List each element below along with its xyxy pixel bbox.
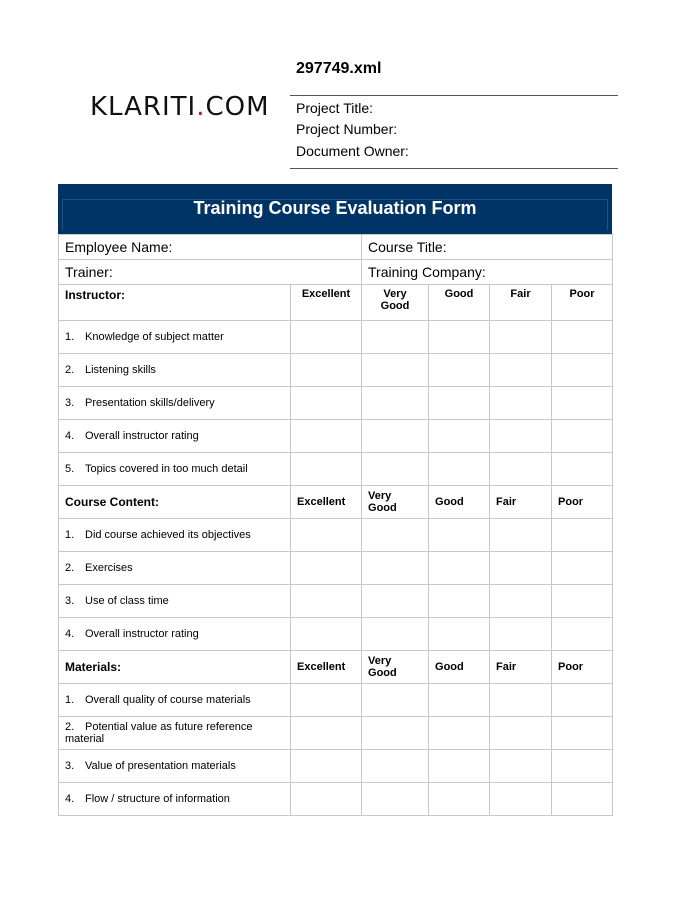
question-row xyxy=(59,750,613,783)
rating-cell[interactable] xyxy=(291,321,362,354)
rating-column-header: Good xyxy=(429,285,490,321)
rating-cell[interactable] xyxy=(490,387,552,420)
question-text: Knowledge of subject matter xyxy=(85,331,224,343)
rating-cell[interactable] xyxy=(552,585,613,618)
rating-column-header: Good xyxy=(429,486,490,519)
question-text: Did course achieved its objectives xyxy=(85,529,251,541)
rating-cell[interactable] xyxy=(552,717,613,750)
question-number: 3. xyxy=(65,397,75,409)
question-cell xyxy=(59,750,291,783)
rating-column-header: Good xyxy=(429,651,490,684)
rating-cell[interactable] xyxy=(429,552,490,585)
question-row xyxy=(59,519,613,552)
rating-cell[interactable] xyxy=(362,321,429,354)
rating-column-header: Excellent xyxy=(291,651,362,684)
question-row xyxy=(59,387,613,420)
course-title-field[interactable]: Course Title: xyxy=(362,235,613,260)
trainer-field[interactable]: Trainer: xyxy=(59,260,362,285)
rating-cell[interactable] xyxy=(362,750,429,783)
rating-cell[interactable] xyxy=(291,420,362,453)
question-number: 5. xyxy=(65,463,75,475)
rating-cell[interactable] xyxy=(429,321,490,354)
question-row xyxy=(59,354,613,387)
question-cell xyxy=(59,519,291,552)
question-cell xyxy=(59,420,291,453)
question-number: 1. xyxy=(65,331,75,343)
rating-column-header: Very Good xyxy=(362,651,429,684)
rating-cell[interactable] xyxy=(291,585,362,618)
question-text: Presentation skills/delivery xyxy=(85,397,215,409)
document-owner-label: Document Owner: xyxy=(296,143,409,159)
question-number: 4. xyxy=(65,628,75,640)
question-cell xyxy=(59,354,291,387)
question-row xyxy=(59,684,613,717)
rating-cell[interactable] xyxy=(291,519,362,552)
rating-cell[interactable] xyxy=(490,354,552,387)
question-row xyxy=(59,783,613,816)
question-number: 2. xyxy=(65,562,75,574)
rating-column-header: Fair xyxy=(490,486,552,519)
evaluation-form xyxy=(58,184,612,816)
question-row xyxy=(59,585,613,618)
rating-cell[interactable] xyxy=(362,420,429,453)
question-cell xyxy=(59,684,291,717)
rating-column-header: Very Good xyxy=(362,486,429,519)
rating-column-header: Fair xyxy=(490,285,552,321)
rating-cell[interactable] xyxy=(291,783,362,816)
question-number: 2. xyxy=(65,721,75,733)
rating-cell[interactable] xyxy=(429,354,490,387)
training-company-field[interactable]: Training Company: xyxy=(362,260,613,285)
rating-cell[interactable] xyxy=(291,453,362,486)
logo-dot: . xyxy=(196,92,206,122)
rating-cell[interactable] xyxy=(362,783,429,816)
section-title: Instructor: xyxy=(59,285,291,321)
rating-cell[interactable] xyxy=(552,783,613,816)
rating-cell[interactable] xyxy=(362,618,429,651)
rating-cell[interactable] xyxy=(429,585,490,618)
question-number: 1. xyxy=(65,529,75,541)
section-header-row xyxy=(59,651,613,684)
rating-cell[interactable] xyxy=(490,453,552,486)
logo-suffix: COM xyxy=(205,92,270,122)
header-rule-top xyxy=(290,95,618,96)
rating-cell[interactable] xyxy=(362,552,429,585)
question-text: Flow / structure of information xyxy=(85,793,230,805)
rating-cell[interactable] xyxy=(552,552,613,585)
project-number-label: Project Number: xyxy=(296,121,398,137)
document-filename: 297749.xml xyxy=(296,60,382,77)
rating-cell[interactable] xyxy=(291,684,362,717)
rating-cell[interactable] xyxy=(429,519,490,552)
rating-cell[interactable] xyxy=(490,783,552,816)
question-cell xyxy=(59,717,291,750)
rating-cell[interactable] xyxy=(490,420,552,453)
evaluation-table xyxy=(58,234,613,816)
rating-cell[interactable] xyxy=(490,519,552,552)
rating-cell[interactable] xyxy=(291,387,362,420)
rating-cell[interactable] xyxy=(552,387,613,420)
question-text: Topics covered in too much detail xyxy=(85,463,248,475)
project-title-label: Project Title: xyxy=(296,100,374,116)
question-text: Overall instructor rating xyxy=(85,628,199,640)
question-text: Listening skills xyxy=(85,364,156,376)
question-number: 2. xyxy=(65,364,75,376)
rating-cell[interactable] xyxy=(429,618,490,651)
question-cell xyxy=(59,387,291,420)
question-cell xyxy=(59,585,291,618)
rating-cell[interactable] xyxy=(291,618,362,651)
question-text: Potential value as future reference material xyxy=(65,721,253,745)
rating-column-header: Excellent xyxy=(291,285,362,321)
section-title: Course Content: xyxy=(59,486,291,519)
rating-cell[interactable] xyxy=(291,354,362,387)
rating-cell[interactable] xyxy=(552,618,613,651)
question-cell xyxy=(59,321,291,354)
rating-cell[interactable] xyxy=(362,453,429,486)
question-number: 3. xyxy=(65,595,75,607)
rating-cell[interactable] xyxy=(429,717,490,750)
rating-cell[interactable] xyxy=(490,585,552,618)
rating-column-header: Excellent xyxy=(291,486,362,519)
rating-cell[interactable] xyxy=(552,750,613,783)
rating-column-header: Fair xyxy=(490,651,552,684)
question-cell xyxy=(59,552,291,585)
rating-cell[interactable] xyxy=(429,783,490,816)
question-text: Overall instructor rating xyxy=(85,430,199,442)
rating-cell[interactable] xyxy=(291,552,362,585)
question-row xyxy=(59,717,613,750)
rating-cell[interactable] xyxy=(490,717,552,750)
rating-cell[interactable] xyxy=(552,519,613,552)
question-text: Overall quality of course materials xyxy=(85,694,251,706)
question-row xyxy=(59,420,613,453)
rating-cell[interactable] xyxy=(362,585,429,618)
rating-cell[interactable] xyxy=(490,684,552,717)
rating-cell[interactable] xyxy=(552,354,613,387)
rating-cell[interactable] xyxy=(429,387,490,420)
rating-cell[interactable] xyxy=(362,354,429,387)
rating-cell[interactable] xyxy=(552,684,613,717)
rating-cell[interactable] xyxy=(291,717,362,750)
question-cell xyxy=(59,618,291,651)
rating-cell[interactable] xyxy=(362,717,429,750)
question-text: Value of presentation materials xyxy=(85,760,236,772)
rating-cell[interactable] xyxy=(362,387,429,420)
rating-cell[interactable] xyxy=(490,750,552,783)
question-number: 4. xyxy=(65,430,75,442)
klariti-logo xyxy=(90,92,270,122)
question-cell xyxy=(59,783,291,816)
info-row xyxy=(59,235,613,260)
question-cell xyxy=(59,453,291,486)
employee-name-field[interactable]: Employee Name: xyxy=(59,235,362,260)
rating-cell[interactable] xyxy=(552,420,613,453)
rating-cell[interactable] xyxy=(362,519,429,552)
section-title: Materials: xyxy=(59,651,291,684)
rating-cell[interactable] xyxy=(490,618,552,651)
rating-cell[interactable] xyxy=(362,684,429,717)
rating-cell[interactable] xyxy=(429,750,490,783)
rating-column-header: Poor xyxy=(552,486,613,519)
info-row xyxy=(59,260,613,285)
rating-cell[interactable] xyxy=(291,750,362,783)
question-row xyxy=(59,552,613,585)
logo-text: KLARITI xyxy=(90,92,197,122)
question-text: Exercises xyxy=(85,562,133,574)
rating-cell[interactable] xyxy=(490,552,552,585)
question-row xyxy=(59,453,613,486)
section-header-row xyxy=(59,486,613,519)
rating-column-header: Poor xyxy=(552,285,613,321)
question-number: 1. xyxy=(65,694,75,706)
rating-cell[interactable] xyxy=(552,321,613,354)
header-rule-bottom xyxy=(290,168,618,169)
section-header-row xyxy=(59,285,613,321)
rating-cell[interactable] xyxy=(429,420,490,453)
question-number: 4. xyxy=(65,793,75,805)
rating-cell[interactable] xyxy=(429,453,490,486)
rating-cell[interactable] xyxy=(552,453,613,486)
question-number: 3. xyxy=(65,760,75,772)
rating-column-header: Very Good xyxy=(362,285,429,321)
form-banner xyxy=(58,184,612,234)
question-text: Use of class time xyxy=(85,595,169,607)
form-title: Training Course Evaluation Form xyxy=(193,197,477,218)
rating-column-header: Poor xyxy=(552,651,613,684)
question-row xyxy=(59,321,613,354)
question-row xyxy=(59,618,613,651)
rating-cell[interactable] xyxy=(429,684,490,717)
rating-cell[interactable] xyxy=(490,321,552,354)
